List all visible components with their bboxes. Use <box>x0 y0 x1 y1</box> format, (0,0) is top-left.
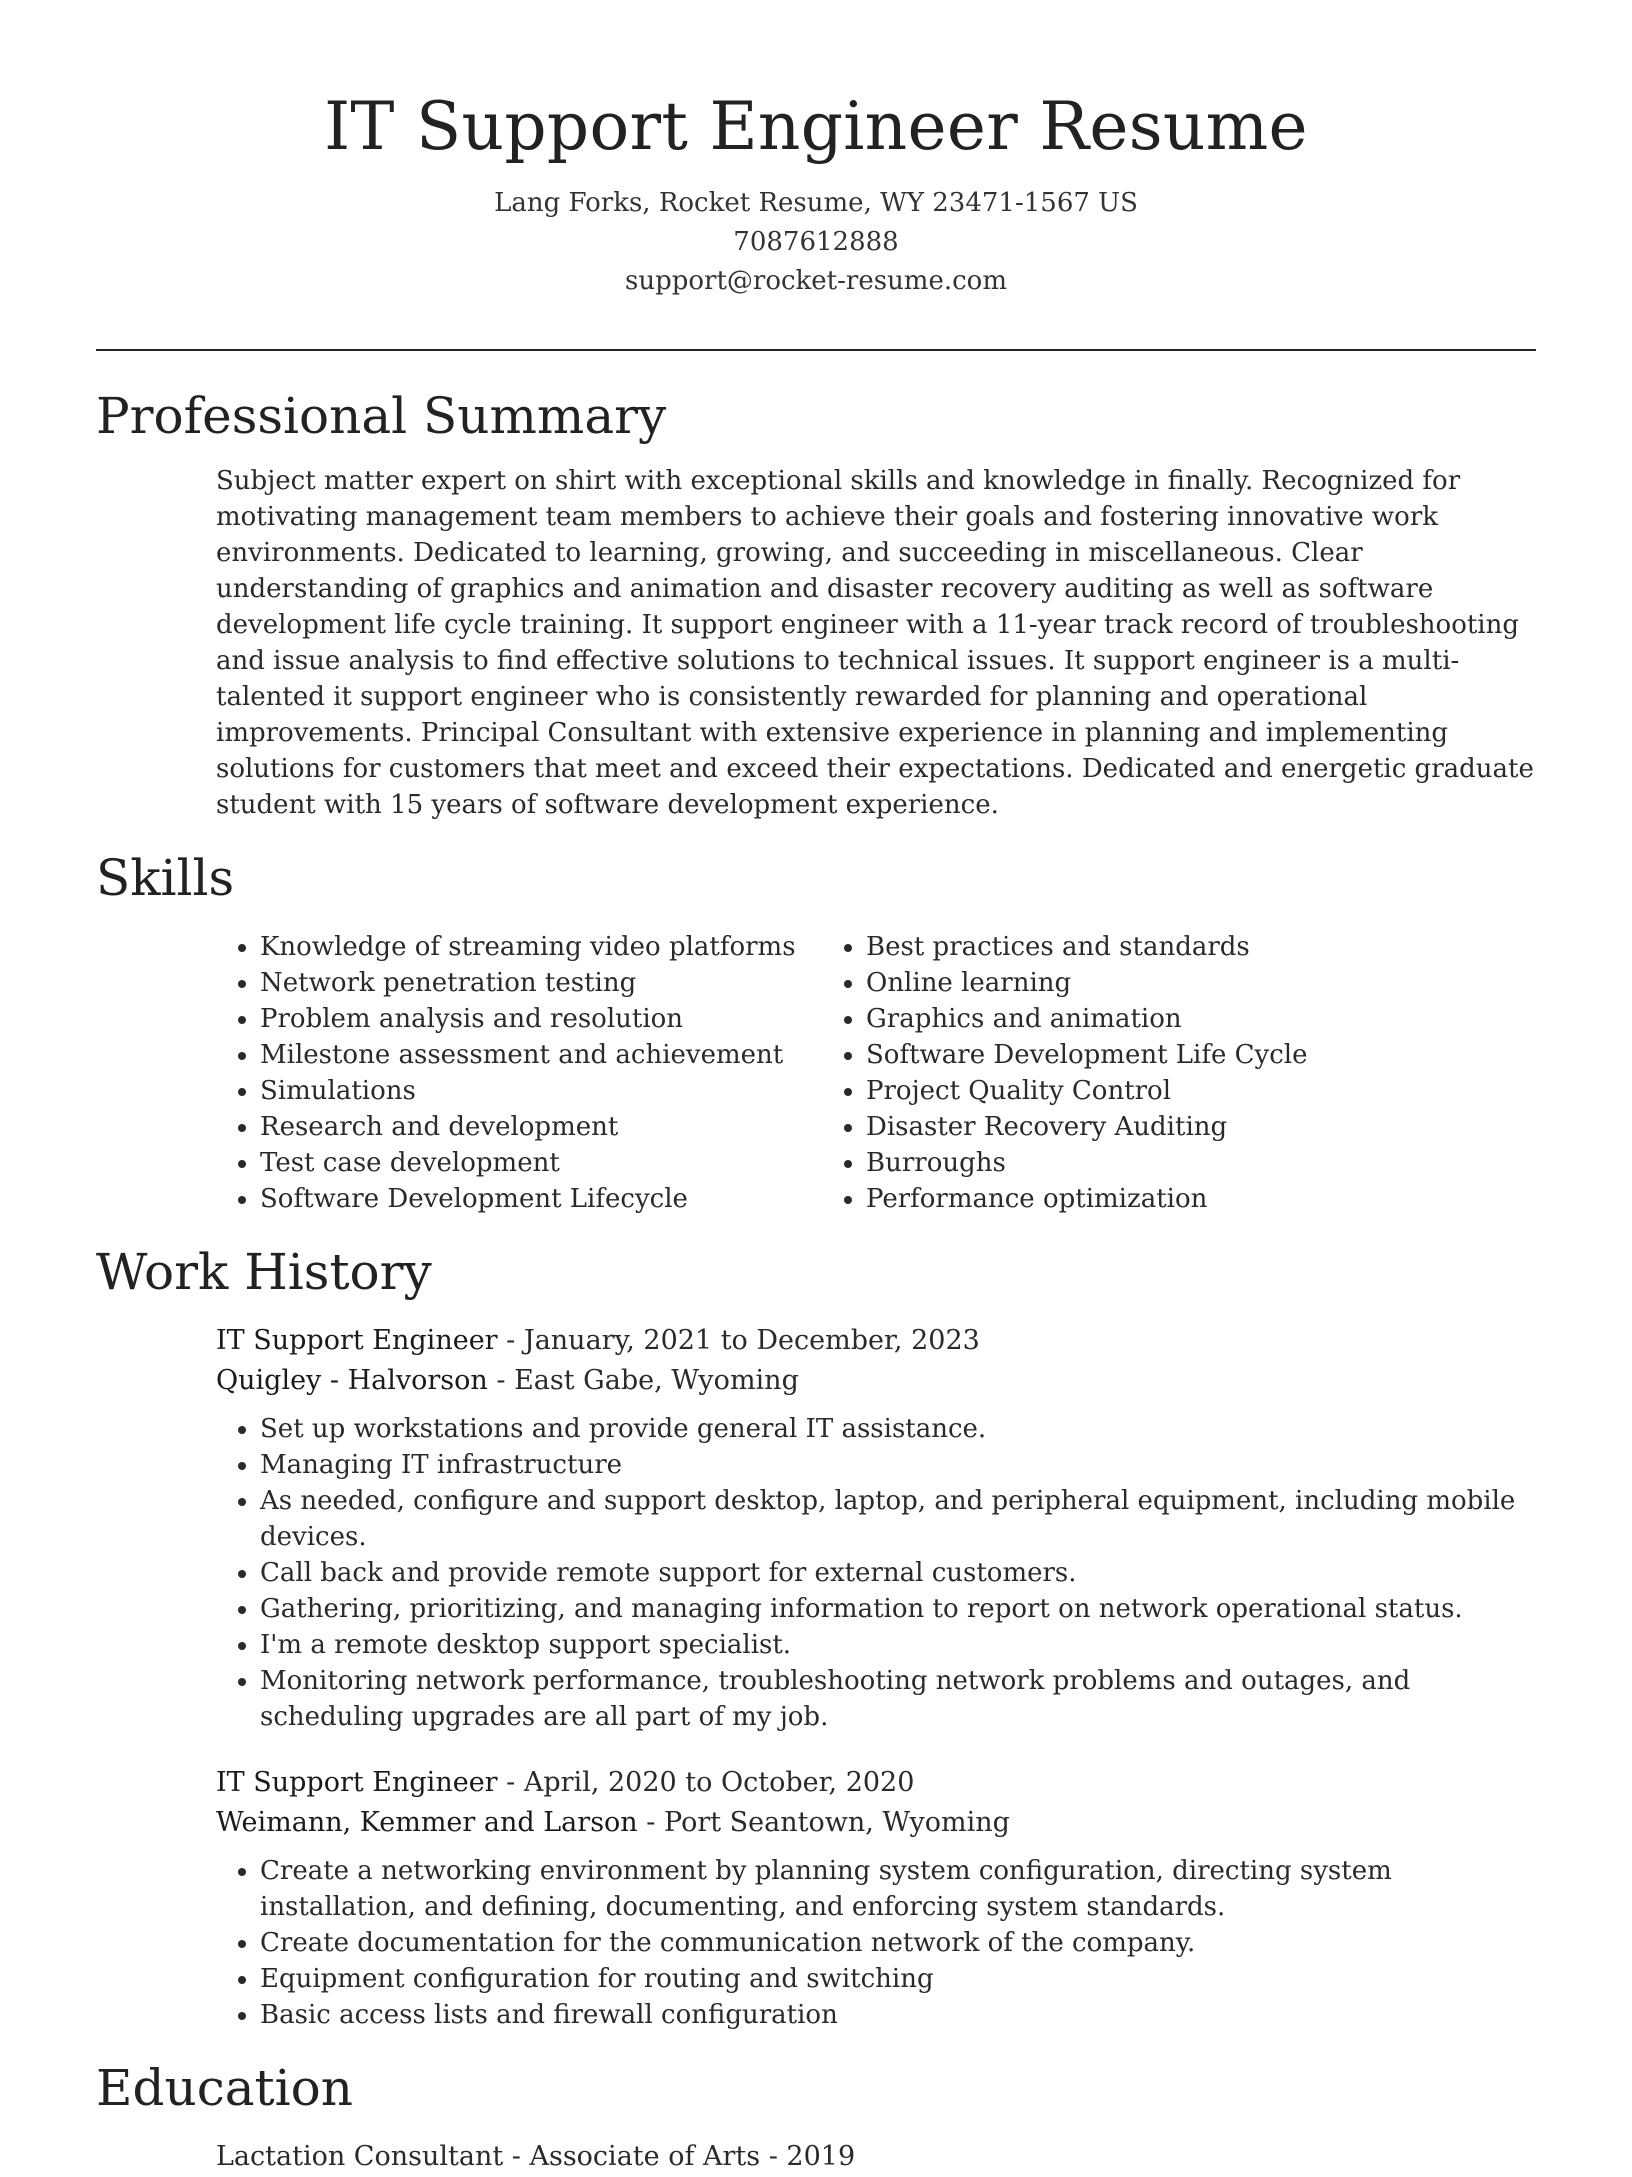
skills-section <box>96 843 1536 1217</box>
education-heading: Education <box>96 2059 353 2117</box>
job-duty: • Monitoring network performance, troubleshooting network problems and outages, and scheduling upgrades are all part of my job. <box>260 1663 1536 1735</box>
job-duty: • As needed, configure and support desktop, laptop, and peripheral equipment, including mobile devices. <box>260 1483 1536 1555</box>
education-section <box>96 2053 1536 2177</box>
job-entry <box>216 1321 1536 1735</box>
skill-item: • Disaster Recovery Auditing <box>866 1109 1428 1145</box>
skill-item: • Test case development <box>260 1145 822 1181</box>
job-duty: • Create documentation for the communication network of the company. <box>260 1925 1536 1961</box>
job-title: IT Support Engineer <box>216 1767 498 1798</box>
job-dates: - January, 2021 to December, 2023 <box>497 1325 980 1356</box>
job-title: IT Support Engineer <box>216 1325 498 1356</box>
job-duty: • Create a networking environment by planning system configuration, directing system installation, and defining, documenting, and enforcing system standards. <box>260 1853 1536 1925</box>
job-dates: - April, 2020 to October, 2020 <box>497 1767 915 1798</box>
education-entry: Lactation Consultant - Associate of Arts - 2019 <box>216 2141 856 2172</box>
summary-heading: Professional Summary <box>96 387 667 445</box>
skill-item: • Knowledge of streaming video platforms <box>260 929 822 965</box>
skills-column-right <box>822 929 1428 1217</box>
skill-item: • Online learning <box>866 965 1428 1001</box>
job-duty: • Basic access lists and firewall configuration <box>260 1997 1536 2033</box>
resume-page <box>96 0 1536 2177</box>
skills-heading: Skills <box>96 849 235 907</box>
job-company: Quigley - Halvorson <box>216 1365 488 1396</box>
job-title-line <box>216 1321 1536 1361</box>
skill-item: • Graphics and animation <box>866 1001 1428 1037</box>
job-duty: • Managing IT infrastructure <box>260 1447 1536 1483</box>
resume-title: IT Support Engineer Resume <box>324 88 1308 165</box>
job-duty: • Gathering, prioritizing, and managing information to report on network operational status. <box>260 1591 1536 1627</box>
job-duty: • I'm a remote desktop support specialist. <box>260 1627 1536 1663</box>
job-location: - Port Seantown, Wyoming <box>637 1807 1010 1838</box>
skill-item: • Problem analysis and resolution <box>260 1001 822 1037</box>
summary-section <box>96 381 1536 823</box>
job-duty: • Set up workstations and provide general IT assistance. <box>260 1411 1536 1447</box>
work-history-section <box>96 1237 1536 2033</box>
skill-item: • Simulations <box>260 1073 822 1109</box>
job-company-line <box>216 1361 1536 1401</box>
skill-item: • Software Development Lifecycle <box>260 1181 822 1217</box>
skill-item: • Best practices and standards <box>866 929 1428 965</box>
skill-item: • Milestone assessment and achievement <box>260 1037 822 1073</box>
resume-header <box>96 0 1536 301</box>
skill-item: • Network penetration testing <box>260 965 822 1001</box>
job-duties-list <box>216 1411 1536 1735</box>
header-divider <box>96 349 1536 351</box>
job-title-line <box>216 1763 1536 1803</box>
job-company: Weimann, Kemmer and Larson <box>216 1807 638 1838</box>
skill-item: • Software Development Life Cycle <box>866 1037 1428 1073</box>
job-duty: • Equipment configuration for routing and switching <box>260 1961 1536 1997</box>
summary-text: Subject matter expert on shirt with exceptional skills and knowledge in finally. Recognized for motivating management team members to achieve their goals and fostering innovative work environments. Dedicated to learning, growing, and succeeding in miscellaneous. Clear understanding of graphics and animation and disaster recovery auditing as well as software development life cycle training. It support engineer with a 11-year track record of troubleshooting and issue analysis to find effective solutions to technical issues. It support engineer is a multi-talented it support engineer who is consistently rewarded for planning and operational improvements. Principal Consultant with extensive experience in planning and implementing solutions for customers that meet and exceed their expectations. Dedicated and energetic graduate student with 15 years of software development experience. <box>216 466 1534 820</box>
skills-column-left <box>216 929 822 1217</box>
skill-item: • Project Quality Control <box>866 1073 1428 1109</box>
skill-item: • Burroughs <box>866 1145 1428 1181</box>
contact-phone: 7087612888 <box>733 227 899 257</box>
job-duty: • Call back and provide remote support for external customers. <box>260 1555 1536 1591</box>
contact-address: Lang Forks, Rocket Resume, WY 23471-1567 US <box>494 188 1138 218</box>
job-entry <box>216 1763 1536 2033</box>
contact-email: support@rocket-resume.com <box>624 266 1007 296</box>
job-location: - East Gabe, Wyoming <box>487 1365 799 1396</box>
skill-item: • Performance optimization <box>866 1181 1428 1217</box>
job-company-line <box>216 1803 1536 1843</box>
job-duties-list <box>216 1853 1536 2033</box>
skill-item: • Research and development <box>260 1109 822 1145</box>
work-history-heading: Work History <box>96 1243 432 1301</box>
skills-grid <box>216 929 1536 1217</box>
